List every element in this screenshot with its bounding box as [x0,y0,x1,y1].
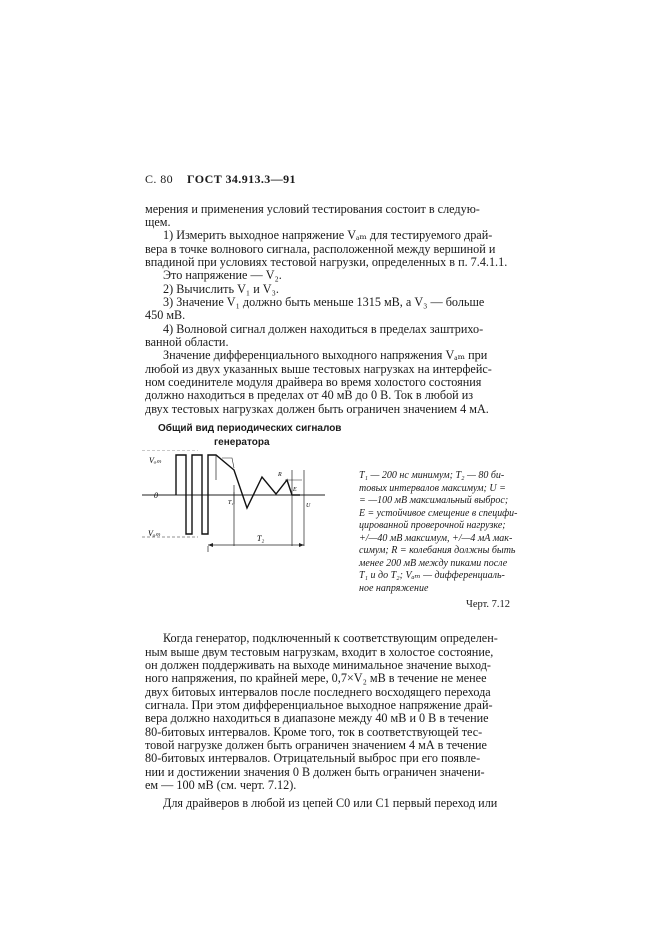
text-line: Это напряжение — V₂. [163,268,282,282]
caption-line: ное напряжение [359,583,429,594]
text-line: 80-битовых интервалов. Отрицательный выброс при его появле- [145,751,481,765]
text-line: впадиной при условиях тестовой нагрузки, определенных в п. 7.4.1.1. [145,255,508,269]
caption-line: симум; R = колебания должны быть [359,545,516,556]
text-line: ем — 100 мВ (см. черт. 7.12). [145,778,297,792]
t2-label: T₂ [257,534,265,543]
vdm-bottom-label: Vₐₘ [148,529,161,538]
caption-line: = —100 мВ максимальный выброс; [359,495,509,506]
text-line: 450 мВ. [145,308,186,322]
caption-line: товых интервалов максимум; U = [359,483,506,494]
text-line: должно находиться в пределах от 40 мВ до 0 В. Ток в любой из [145,388,474,402]
r-label: R [278,472,282,478]
caption-line: +/—40 мВ максимум, +/—4 мА мак- [359,533,513,544]
text-line: любой из двух указанных выше тестовых нагрузках на интерфейс- [145,362,492,376]
figure-title-line2: генератора [214,437,270,448]
standard-number: ГОСТ 34.913.3—91 [187,172,296,186]
page-header [145,172,296,187]
text-line: двух битовых интервалов после последнего восходящего перехода [145,685,491,699]
text-line: щем. [145,215,171,229]
text-line: вера должно находиться в диапазоне между 40 мВ и 0 В в течение [145,711,489,725]
page-number: С. 80 [145,172,174,186]
text-line: мерения и применения условий тестирования состоит в следую- [145,202,480,216]
figure-number: Черт. 7.12 [466,599,511,610]
text-line: 1) Измерить выходное напряжение Vₐₘ для тестируемого драй- [163,228,493,242]
zero-label: 0 [154,491,158,500]
text-line: Когда генератор, подключенный к соответствующим определен- [163,631,498,645]
e-label: E [293,487,297,493]
caption-line: T₁ — 200 нс минимум; T₂ — 80 би- [359,470,505,481]
text-line: он должен поддерживать на выходе минимальное значение выход- [145,658,491,672]
caption-line: менее 200 мВ между пиками после [359,558,508,569]
text-line: ного напряжения, по крайней мере, 0,7×V₂ мВ в течение не менее [145,671,487,685]
text-line: 3) Значение V₁ должно быть меньше 1315 мВ, а V₃ — больше [163,295,485,309]
waveform-diagram [140,450,340,560]
text-line: 4) Волновой сигнал должен находиться в пределах заштрихо- [163,322,484,336]
text-line: ным выше двум тестовым нагрузкам, входит в холостое состояние, [145,645,494,659]
text-line: нии и достижении значения 0 В должен быть ограничен значени- [145,765,485,779]
signal-waveform [176,455,300,534]
u-label: U [306,503,311,509]
text-line: сигнала. При этом дифференциальное выходное напряжение драй- [145,698,493,712]
text-line: 2) Вычислить V₁ и V₃. [163,282,279,296]
text-line: ванной области. [145,335,229,349]
text-line: товой нагрузке должен быть ограничен значением 4 мА в течение [145,738,487,752]
text-line: двух тестовых нагрузках должен быть ограничен значением 4 мА. [145,402,489,416]
t1-label: T₁ [228,500,234,506]
caption-line: цированной проверочной нагрузке; [359,520,506,531]
text-line: 80-битовых интервалов. Кроме того, ток в соответствующей тес- [145,725,483,739]
vdm-top-label: Vₐₘ [149,456,162,465]
text-line: Для драйверов в любой из цепей С0 или С1 первый переход или [163,796,498,810]
figure-title: Общий вид периодических сигналов [158,423,342,434]
text-line: вера в точке волнового сигнала, расположенной между вершиной и [145,242,496,256]
caption-line: E = устойчивое смещение в специфи- [359,508,518,519]
text-line: Значение дифференциального выходного напряжения Vₐₘ при [163,348,488,362]
caption-line: T₁ и до T₂; Vₐₘ — дифференциаль- [359,570,505,581]
text-line: ном соединителе модуля драйвера во время холостого состояния [145,375,482,389]
